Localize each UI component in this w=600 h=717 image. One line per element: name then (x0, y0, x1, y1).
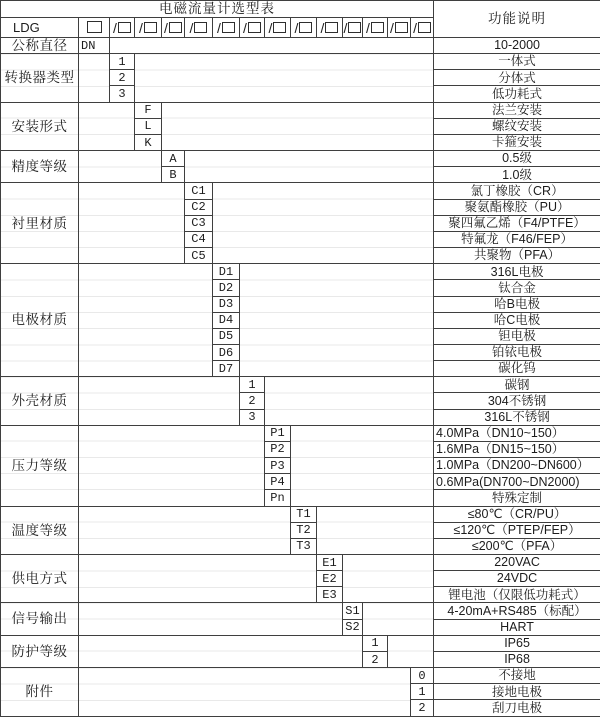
description-cell: 刮刀电极 (434, 700, 600, 716)
slash-separator: / (164, 20, 168, 36)
description-cell: HART (434, 619, 600, 635)
code-placeholder-box-icon (248, 22, 261, 33)
code-cell: P4 (265, 474, 291, 490)
code-cell: D3 (213, 296, 240, 312)
empty-region (185, 151, 434, 183)
category-label: 供电方式 (1, 555, 79, 603)
code-cell: K (135, 134, 162, 150)
code-cell: P3 (265, 458, 291, 474)
code-cell: P2 (265, 441, 291, 457)
category-label: 防护等级 (1, 635, 79, 667)
model-box (110, 18, 135, 38)
table-row (1, 668, 600, 684)
description-cell: 铂铱电极 (434, 344, 600, 360)
description-cell: 法兰安装 (434, 102, 600, 118)
description-cell: 一体式 (434, 54, 600, 70)
model-box (240, 18, 265, 38)
empty-region (213, 183, 434, 264)
code-placeholder-box-icon (418, 22, 431, 33)
code-placeholder-box-icon (395, 22, 408, 33)
code-cell: 1 (110, 54, 135, 70)
model-box (411, 18, 434, 38)
table-row (1, 151, 600, 167)
empty-region (79, 668, 411, 716)
table-row (1, 506, 600, 522)
description-cell: 聚四氟乙烯（F4/PTFE） (434, 215, 600, 231)
model-box (185, 18, 213, 38)
category-label: 附件 (1, 668, 79, 716)
empty-region (388, 635, 434, 667)
table-row (1, 635, 600, 651)
category-label: 精度等级 (1, 151, 79, 183)
description-cell: ≤200℃（PFA） (434, 538, 600, 554)
code-placeholder-box-icon (371, 22, 384, 33)
code-cell: S2 (343, 619, 363, 635)
code-placeholder-box-icon (325, 22, 338, 33)
model-box (135, 18, 162, 38)
description-cell: ≤80℃（CR/PU） (434, 506, 600, 522)
code-cell: C5 (185, 248, 213, 264)
empty-region (79, 635, 363, 667)
empty-region (79, 151, 162, 183)
model-box (213, 18, 240, 38)
code-cell: B (162, 167, 185, 183)
code-cell: 2 (411, 700, 434, 716)
function-description-header: 功能说明 (434, 1, 600, 38)
code-cell: E1 (317, 555, 343, 571)
category-label: 公称直径 (1, 38, 79, 54)
slash-separator: / (390, 20, 394, 36)
code-cell: L (135, 118, 162, 134)
model-prefix: LDG (1, 18, 79, 38)
empty-region (343, 555, 434, 603)
category-label: 压力等级 (1, 425, 79, 506)
code-cell: 3 (110, 86, 135, 102)
description-cell: ≤120℃（PTEP/FEP） (434, 522, 600, 538)
description-cell: 4-20mA+RS485（标配） (434, 603, 600, 619)
slash-separator: / (344, 20, 348, 36)
table-row (1, 38, 600, 54)
code-cell: 3 (240, 409, 265, 425)
table-row (1, 603, 600, 619)
description-cell: 1.0级 (434, 167, 600, 183)
code-cell: 1 (411, 684, 434, 700)
empty-region (162, 102, 434, 150)
description-cell: 特殊定制 (434, 490, 600, 506)
model-box (317, 18, 343, 38)
code-placeholder-box-icon (169, 22, 182, 33)
empty-region (135, 54, 434, 102)
slash-separator: / (113, 20, 117, 36)
code-cell: E3 (317, 587, 343, 603)
category-label: 安装形式 (1, 102, 79, 150)
description-cell: 聚氨酯橡胶（PU） (434, 199, 600, 215)
empty-region (79, 555, 317, 603)
empty-region (79, 264, 213, 377)
header-row (1, 1, 600, 18)
description-cell: 0.5级 (434, 151, 600, 167)
code-placeholder-box-icon (87, 21, 102, 33)
description-cell: 304不锈钢 (434, 393, 600, 409)
description-cell: 哈C电极 (434, 312, 600, 328)
empty-region (79, 54, 110, 102)
description-cell: 锂电池（仅限低功耗式） (434, 587, 600, 603)
category-label: 电极材质 (1, 264, 79, 377)
empty-region (79, 603, 343, 635)
description-cell: IP65 (434, 635, 600, 651)
model-box-first (79, 18, 110, 38)
empty-region (79, 102, 135, 150)
code-cell: DN (79, 38, 110, 54)
description-cell: 特氟龙（F46/FEP） (434, 231, 600, 247)
model-box (363, 18, 388, 38)
description-cell: 氯丁橡胶（CR） (434, 183, 600, 199)
description-cell: 碳化钨 (434, 361, 600, 377)
empty-region (79, 506, 291, 554)
code-placeholder-box-icon (348, 22, 361, 33)
description-cell: 碳钢 (434, 377, 600, 393)
description-cell: 220VAC (434, 555, 600, 571)
code-cell: 2 (363, 651, 388, 667)
code-cell: Pn (265, 490, 291, 506)
description-cell: 卡箍安装 (434, 134, 600, 150)
description-cell: 接地电极 (434, 684, 600, 700)
code-cell: T1 (291, 506, 317, 522)
category-label: 衬里材质 (1, 183, 79, 264)
description-cell: 1.0MPa（DN200~DN600） (434, 458, 600, 474)
code-cell: T2 (291, 522, 317, 538)
description-cell: 螺纹安装 (434, 118, 600, 134)
empty-region (79, 183, 185, 264)
empty-region (291, 425, 434, 506)
description-cell: 共聚物（PFA） (434, 248, 600, 264)
slash-separator: / (321, 20, 325, 36)
table-row (1, 183, 600, 199)
empty-region (110, 38, 434, 54)
code-placeholder-box-icon (194, 22, 207, 33)
slash-separator: / (139, 20, 143, 36)
table-row (1, 425, 600, 441)
slash-separator: / (366, 20, 370, 36)
category-label: 信号输出 (1, 603, 79, 635)
table-row (1, 102, 600, 118)
description-cell: 低功耗式 (434, 86, 600, 102)
slash-separator: / (217, 20, 221, 36)
code-placeholder-box-icon (144, 22, 157, 33)
code-cell: C1 (185, 183, 213, 199)
code-cell: A (162, 151, 185, 167)
slash-separator: / (413, 20, 417, 36)
code-placeholder-box-icon (273, 22, 286, 33)
description-cell: IP68 (434, 651, 600, 667)
code-cell: 2 (240, 393, 265, 409)
model-box (291, 18, 317, 38)
model-box (162, 18, 185, 38)
code-cell: F (135, 102, 162, 118)
description-cell: 哈B电极 (434, 296, 600, 312)
category-label: 转换器类型 (1, 54, 79, 102)
code-cell: E2 (317, 571, 343, 587)
empty-region (265, 377, 434, 425)
description-cell: 0.6MPa(DN700~DN2000) (434, 474, 600, 490)
empty-region (240, 264, 434, 377)
table-title: 电磁流量计选型表 (1, 1, 434, 18)
description-cell: 316L不锈钢 (434, 409, 600, 425)
empty-region (79, 425, 265, 506)
table-row (1, 377, 600, 393)
empty-region (317, 506, 434, 554)
code-cell: D7 (213, 361, 240, 377)
code-placeholder-box-icon (222, 22, 235, 33)
code-cell: D5 (213, 328, 240, 344)
description-cell: 4.0MPa（DN10~150） (434, 425, 600, 441)
code-cell: S1 (343, 603, 363, 619)
code-cell: C2 (185, 199, 213, 215)
code-placeholder-box-icon (299, 22, 312, 33)
empty-region (79, 377, 240, 425)
description-cell: 分体式 (434, 70, 600, 86)
slash-separator: / (269, 20, 273, 36)
model-box (388, 18, 411, 38)
code-cell: C3 (185, 215, 213, 231)
code-cell: C4 (185, 231, 213, 247)
code-cell: T3 (291, 538, 317, 554)
code-placeholder-box-icon (118, 22, 131, 33)
description-cell: 钛合金 (434, 280, 600, 296)
description-cell: 24VDC (434, 571, 600, 587)
description-cell: 不接地 (434, 668, 600, 684)
category-label: 外壳材质 (1, 377, 79, 425)
slash-separator: / (295, 20, 299, 36)
slash-separator: / (190, 20, 194, 36)
description-cell: 1.6MPa（DN15~150） (434, 441, 600, 457)
model-box (265, 18, 291, 38)
code-cell: 1 (240, 377, 265, 393)
code-cell: 1 (363, 635, 388, 651)
code-cell: D2 (213, 280, 240, 296)
code-cell: D1 (213, 264, 240, 280)
table-row (1, 555, 600, 571)
description-cell: 316L电极 (434, 264, 600, 280)
table-row (1, 264, 600, 280)
code-cell: P1 (265, 425, 291, 441)
code-cell: D4 (213, 312, 240, 328)
category-label: 温度等级 (1, 506, 79, 554)
code-cell: 0 (411, 668, 434, 684)
empty-region (363, 603, 434, 635)
model-box (343, 18, 363, 38)
code-cell: 2 (110, 70, 135, 86)
description-cell: 10-2000 (434, 38, 600, 54)
description-cell: 钽电极 (434, 328, 600, 344)
code-cell: D6 (213, 344, 240, 360)
slash-separator: / (243, 20, 247, 36)
table-row (1, 54, 600, 70)
